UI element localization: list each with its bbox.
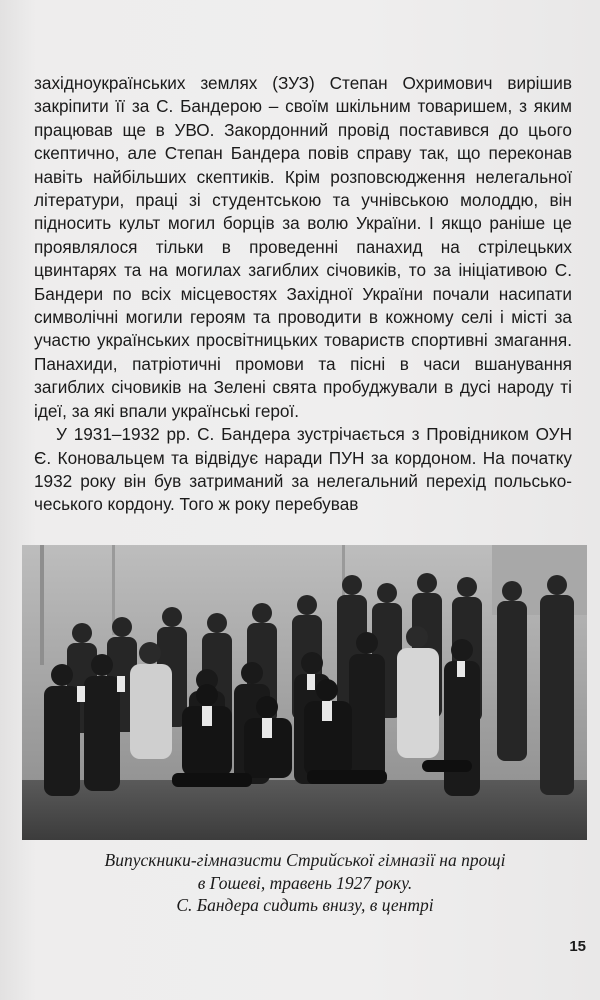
body-text bbox=[34, 72, 572, 517]
group-photograph-icon bbox=[22, 545, 587, 840]
caption-line-3: С. Бандера сидить внизу, в центрі bbox=[176, 895, 434, 915]
caption-line-1: Випускники-гімназисти Стрийської гімназії на прощі bbox=[104, 850, 506, 870]
paragraph-2: У 1931–1932 рр. С. Бандера зустрічається з Провідником ОУН Є. Коновальцем та відвідує наради ПУН за кордоном. На початку 1932 року він був затриманий за нелегальний перехід польсько-чеського кордону. Того ж року перебував bbox=[34, 424, 572, 515]
paragraph-1: західноукраїнських землях (ЗУЗ) Степан Охримович вирішив закріпити її за С. Бандерою – своїм шкільним товаришем, з яким працював ще в УВО. Закордонний провід поставився до цього скептично, але Степан Бандера повів справу так, що переконав навіть найбільших скептиків. Крім розповсюдження нелегальної літератури, праці зі студентською та учнівською молоддю, він підносить культ могил борців за волю України. І якщо раніше це проявлялося тільки в проведенні панахид на стрілецьких цвинтарях та на могилах загиблих січовиків, то за ініціативою С. Бандери по всіх місцевостях Західної України почали насипати символічні могили героям та проводити в кожному селі і місті за участю українських просвітницьких товариств спортивні змагання. Панахиди, патріотичні промови та пісні в часи вшанування загиблих січовиків на Зелені свята пробуджували в дусі народу ті ідеї, за які впали українські герої. bbox=[34, 73, 572, 421]
caption-line-2: в Гошеві, травень 1927 року. bbox=[197, 872, 413, 893]
photo-caption bbox=[30, 849, 580, 917]
page-number: 15 bbox=[569, 938, 586, 955]
group-photograph bbox=[22, 545, 587, 840]
